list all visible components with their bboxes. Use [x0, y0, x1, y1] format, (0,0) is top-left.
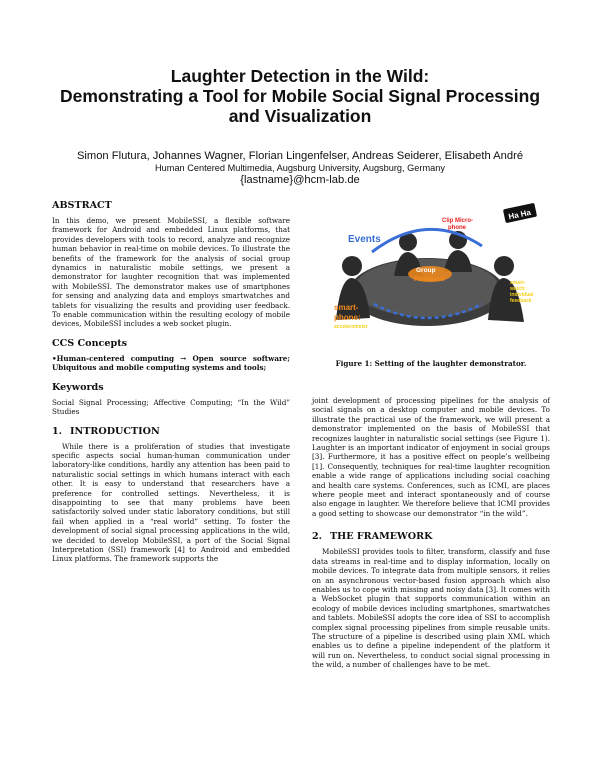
introduction-number: 1. — [52, 425, 63, 437]
introduction-continued: joint development of processing pipelines for the analysis of social signals on a desktop computer and mobile devices. To illustrate the practical use of the framework, we will present a demonstrator implemented on the basis of MobileSSI that recognizes laughter in naturalistic social settings (see Figure 1). Laughter is an important indicator of enjoyment in social groups [3]. Furthermore, it has a positive effect on people’s wellbeing [1]. Consequently, techniques for real-time laughter recognition enable a wide range of applications including social coaching and health care systems. Conferences, such as ICMI, are places where people meet and interact spontaneously and of course also engage in laughter. We therefore believe that ICMI provides a good setting to showcase our demonstrator “in the wild”. — [312, 396, 550, 518]
person-head-left — [342, 256, 362, 276]
label-group-1: Group — [416, 267, 436, 274]
title-line-2: Demonstrating a Tool for Mobile Social Signal Processing — [59, 86, 541, 106]
label-phone-2: phone: — [334, 313, 361, 322]
label-group-2: Feedback — [414, 276, 444, 283]
introduction-text: While there is a proliferation of studies that investigate specific aspects social human-human communication under laboratory-like conditions, hardly any attention has been paid to naturalistic social settings in which humans interact with each other. It is easy to understand that researchers have a preference for controlled settings. Nevertheless, it is disappointing to see that many problems have been satisfactorily solved under static laboratory conditions, but still fail when applied in a “real world” setting. To foster the development of social signal processing applications in the wild, we decided to develop MobileSSI, a port of the Social Signal Interpretation (SSI) framework [4] to Android and embedded Linux platforms. The framework supports the — [52, 441, 290, 564]
ccs-heading: CCS Concepts — [52, 337, 128, 349]
label-clip-2: phone — [448, 225, 466, 231]
label-events: Events — [348, 234, 381, 245]
label-clip-1: Clip Micro- — [442, 218, 473, 224]
framework-title: THE FRAMEWORK — [330, 531, 433, 543]
framework-text: MobileSSI provides tools to filter, transform, classify and fuse data streams in real-time and to display information, locally on mobile devices. To integrate data from multiple sensors, it relies on an asynchronous vector-based fusion approach which also enables us to cope with missing and noisy data [3]. It comes with a WebSocket plugin that supports communication within an ecology of mobile devices including smartphones, smartwatches and tablets. MobileSSI adopts the core idea of SSI to accomplish complex signal processing pipelines from simple reusable units. The structure of a pipeline is described using plain XML which enables us to define a pipeline independent of the platform it will run on. Nevertheless, to conduct social signal processing in the wild, a number of challenges have to be met. — [312, 547, 551, 670]
person-head-far-right — [494, 256, 514, 276]
label-phone-1: smart- — [334, 303, 359, 312]
title-line-1: Laughter Detection in the Wild: — [170, 66, 430, 86]
author-names: Simon Flutura, Johannes Wagner, Florian Lingenfelser, Andreas Seiderer, Elisabeth André — [76, 150, 524, 162]
label-watch-1: smart- — [510, 280, 526, 286]
framework-number: 2. — [312, 531, 323, 543]
label-phone-3: accelerometer — [334, 324, 368, 330]
author-block — [20, 150, 580, 187]
keywords-text: Social Signal Processing; Affective Computing; “In the Wild” Studies — [52, 397, 290, 417]
figure-block — [312, 200, 550, 396]
author-affiliation: Human Centered Multimedia, Augsburg University, Augsburg, Germany — [155, 163, 445, 173]
label-watch-4: feedback — [510, 298, 532, 304]
introduction-title: INTRODUCTION — [70, 425, 160, 437]
introduction-heading — [52, 426, 290, 438]
label-watch-3: individual — [510, 292, 534, 298]
keywords-heading: Keywords — [52, 381, 104, 393]
figure-caption: Figure 1: Setting of the laughter demonstrator. — [335, 359, 527, 368]
ccs-text: •Human-centered computing → Open source software; Ubiquitous and mobile computing systems and tools; — [52, 353, 290, 373]
paper-title — [40, 66, 560, 126]
title-line-3: and Visualization — [228, 106, 372, 126]
laughter-demonstrator-figure — [312, 200, 550, 348]
right-column — [312, 200, 550, 670]
left-column — [52, 200, 290, 564]
abstract-heading: ABSTRACT — [52, 200, 112, 211]
author-email: {lastname}@hcm-lab.de — [240, 174, 360, 186]
label-watch-2: watch: — [510, 286, 526, 292]
framework-heading — [312, 531, 550, 543]
label-haha: Ha Ha — [507, 207, 532, 222]
abstract-text: In this demo, we present MobileSSI, a flexible software framework for Android and embedded Linux platforms, that provides developers with tools to record, analyze and recognize human behavior in real-time on mobile devices. To illustrate the benefits of the framework for the analysis of social group dynamics in naturalistic mobile settings, we present a demonstrator for laughter recognition that was implemented with MobileSSI. The demonstrator makes use of smartphones for sensing and analyzing data and employs smartwatches and tablets for visualizing the results and providing user feedback. To enable communication within the resulting ecology of mobile devices, MobileSSI includes a web socket plugin. — [52, 216, 290, 329]
